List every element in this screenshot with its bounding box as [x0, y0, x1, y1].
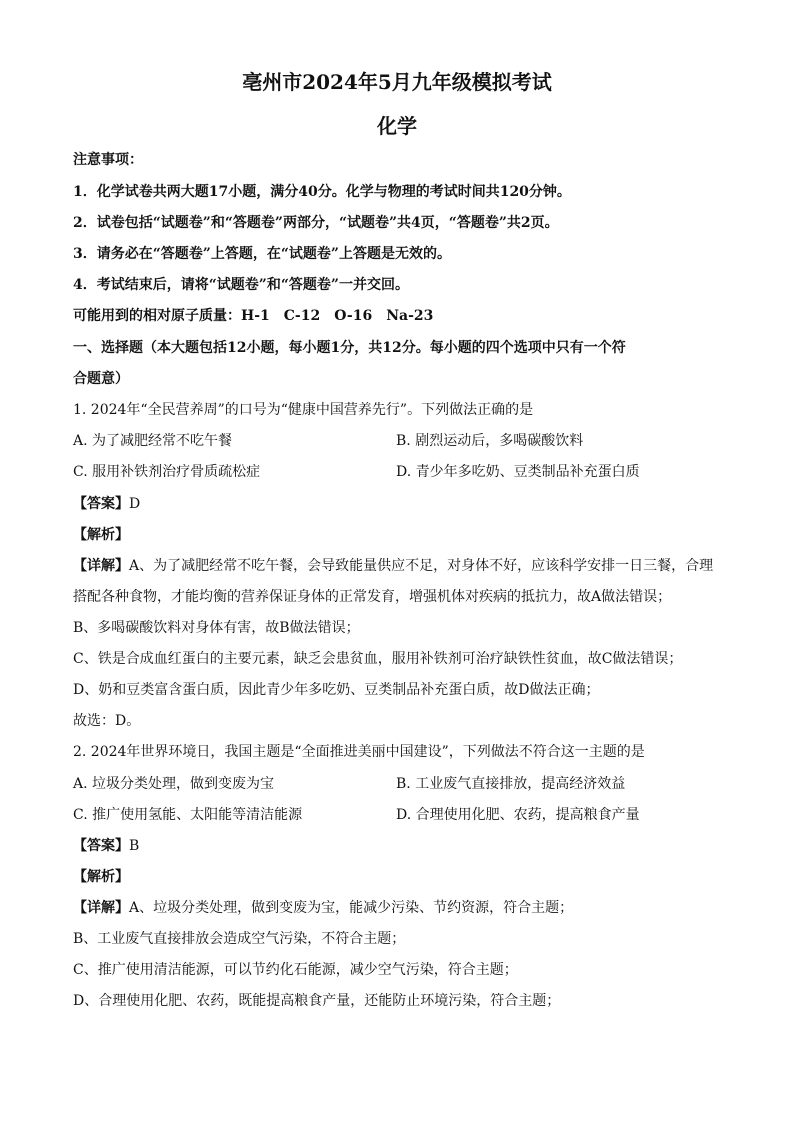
question-2-option-a: A. 垃圾分类处理，做到变废为宝 [73, 776, 275, 792]
question-2-detail-3: C、推广使用清洁能源，可以节约化石能源，减少空气污染，符合主题； [73, 962, 518, 978]
section-heading: 一、选择题（本大题包括12小题，每小题1分，共12分。每小题的四个选项中只有一个符 [73, 340, 626, 356]
detail-tag: 【详解】 [73, 558, 129, 574]
notice-item-4: 4．考试结束后，请将“试题卷”和“答题卷”一并交回。 [73, 277, 409, 293]
question-1-option-a: A. 为了减肥经常不吃午餐 [73, 433, 233, 449]
detail-text: A、为了减肥经常不吃午餐，会导致能量供应不足，对身体不好，应该科学安排一日三餐，合理 [129, 558, 714, 574]
question-1-detail-6: 故选：D。 [73, 713, 141, 729]
question-2-detail-2: B、工业废气直接排放会造成空气污染，不符合主题； [73, 931, 406, 947]
notice-item-1: 1．化学试卷共两大题17小题，满分40分。化学与物理的考试时间共120分钟。 [73, 184, 571, 200]
notice-item-2: 2．试卷包括“试题卷”和“答题卷”两部分，“试题卷”共4页，“答题卷”共2页。 [73, 215, 559, 231]
answer-tag: 【答案】 [73, 496, 129, 512]
answer-value: B [129, 838, 140, 854]
section-heading-cont: 合题意） [73, 371, 129, 387]
question-1-option-c: C. 服用补铁剂治疗骨质疏松症 [73, 464, 261, 480]
question-2-detail-1 [73, 898, 573, 918]
notice-item-3: 3．请务必在“答题卷”上答题，在“试题卷”上答题是无效的。 [73, 246, 451, 262]
atomic-mass-line: 可能用到的相对原子质量：H-1 C-12 O-16 Na-23 [73, 308, 434, 324]
question-1-analysis-tag: 【解析】 [73, 527, 129, 543]
question-2-option-d: D. 合理使用化肥、农药，提高粮食产量 [396, 807, 640, 823]
question-1-detail-4: C、铁是合成血红蛋白的主要元素，缺乏会患贫血，服用补铁剂可治疗缺铁性贫血，故C做法错误； [73, 651, 683, 667]
question-1-detail-1 [73, 556, 713, 576]
answer-value: D [129, 496, 141, 512]
question-1-stem: 1. 2024年“全民营养周”的口号为“健康中国营养先行”。下列做法正确的是 [73, 402, 534, 418]
question-2-stem: 2. 2024年世界环境日，我国主题是“全面推进美丽中国建设”，下列做法不符合这一主题的是 [73, 744, 645, 760]
question-1-detail-5: D、奶和豆类富含蛋白质，因此青少年多吃奶、豆类制品补充蛋白质，故D做法正确； [73, 682, 600, 698]
question-2-option-c: C. 推广使用氢能、太阳能等清洁能源 [73, 807, 303, 823]
notice-heading: 注意事项： [73, 152, 143, 168]
subject-title: 化学 [377, 114, 417, 138]
question-1-detail-2: 搭配各种食物，才能均衡的营养保证身体的正常发育，增强机体对疾病的抵抗力，故A做法错误； [73, 589, 672, 605]
question-1-option-d: D. 青少年多吃奶、豆类制品补充蛋白质 [396, 464, 640, 480]
answer-tag: 【答案】 [73, 838, 129, 854]
question-2-answer [73, 836, 139, 856]
exam-title: 亳州市2024年5月九年级模拟考试 [242, 70, 552, 94]
detail-text: A、垃圾分类处理，做到变废为宝，能减少污染、节约资源，符合主题； [129, 900, 574, 916]
question-2-option-b: B. 工业废气直接排放，提高经济效益 [396, 776, 626, 792]
question-2-analysis-tag: 【解析】 [73, 869, 129, 885]
question-1-option-b: B. 剧烈运动后，多喝碳酸饮料 [396, 433, 584, 449]
detail-tag: 【详解】 [73, 900, 129, 916]
question-2-detail-4: D、合理使用化肥、农药，既能提高粮食产量，还能防止环境污染，符合主题； [73, 993, 561, 1009]
question-1-answer [73, 494, 140, 514]
question-1-detail-3: B、多喝碳酸饮料对身体有害，故B做法错误； [73, 620, 360, 636]
